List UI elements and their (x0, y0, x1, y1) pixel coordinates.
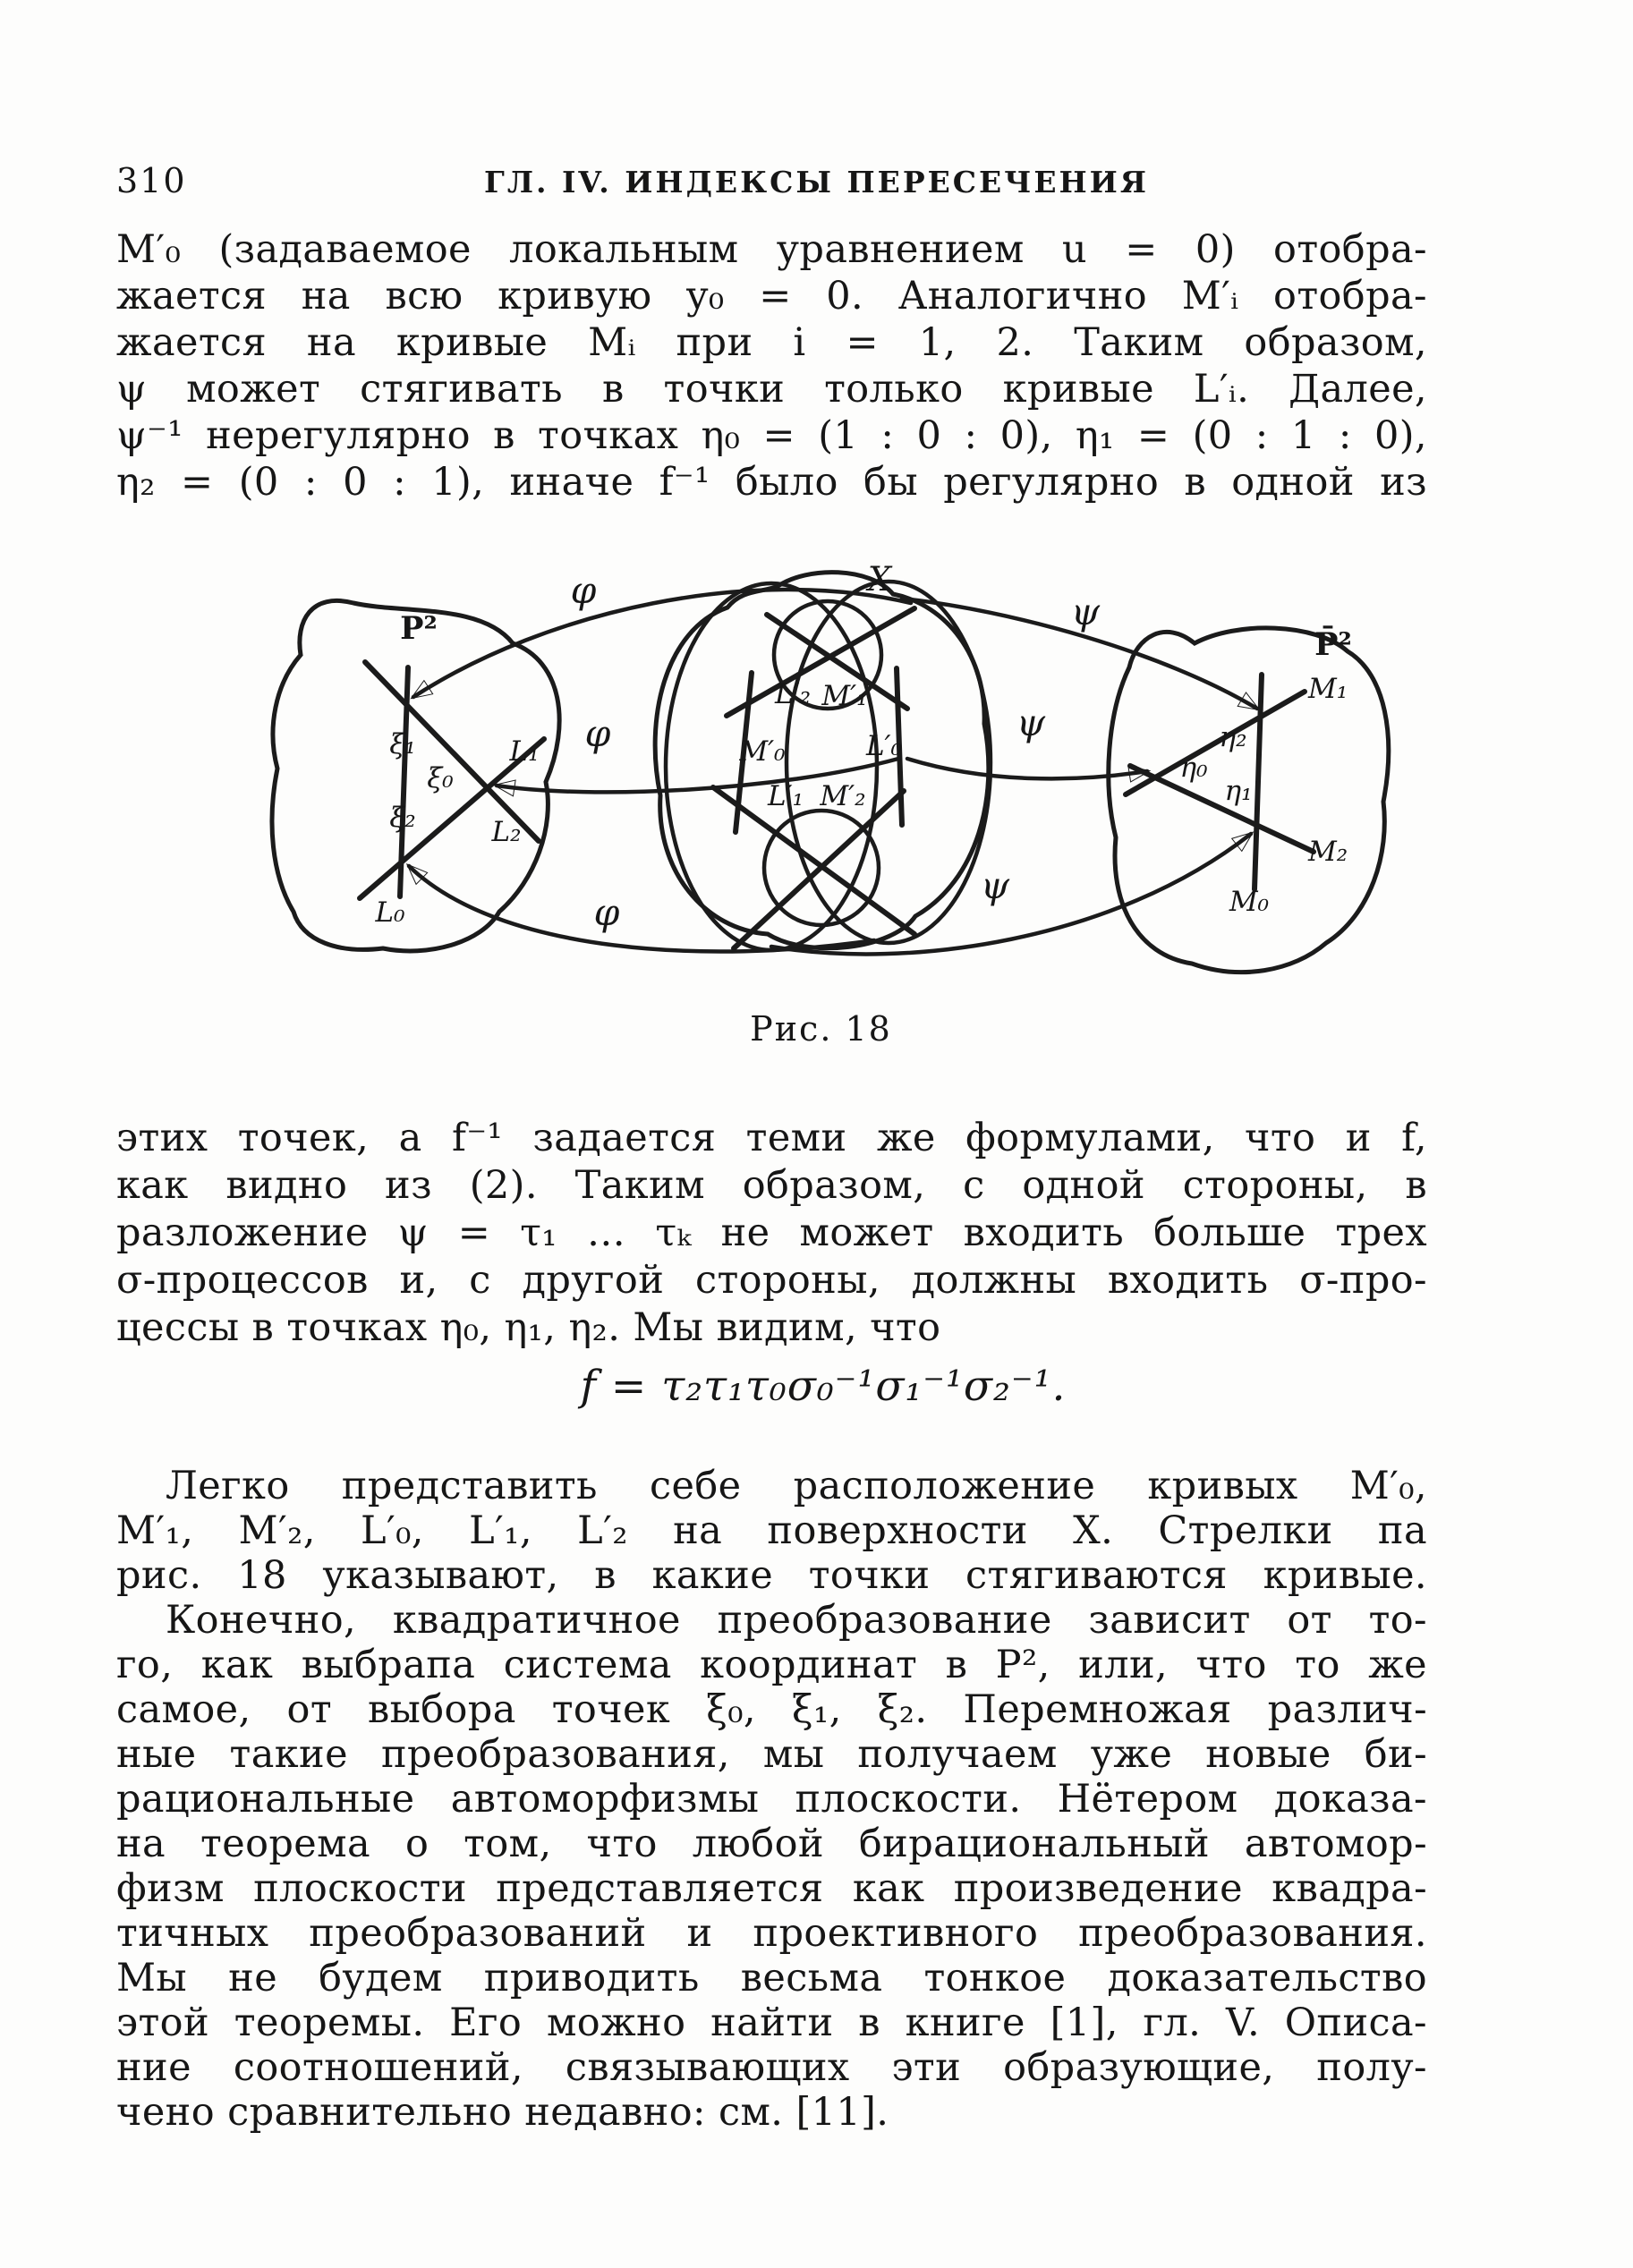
label-eta2: η₂ (1219, 721, 1247, 753)
blob-p2 (272, 600, 559, 950)
text-line: σ-процессов и, с другой стороны, должны входить σ-про- (116, 1258, 1427, 1303)
label-phi-top: φ (570, 569, 597, 612)
text-line: рациональные автоморфизмы плоскости. Нётером доказа- (116, 1777, 1427, 1822)
psi-arrow-middle (907, 759, 1147, 778)
label-eta1: η₁ (1224, 775, 1253, 807)
text-line: чено сравнительно недавно: см. [11]. (116, 2090, 889, 2135)
label-l0: L₀ (375, 896, 405, 929)
text-line: ные такие преобразования, мы получаем уже новые би- (116, 1732, 1427, 1777)
label-psi-middle: ψ (1016, 701, 1046, 744)
text-line: цессы в точках η₀, η₁, η₂. Мы видим, что (116, 1305, 941, 1350)
label-m1-prime: M′₁ (821, 680, 868, 712)
label-m1: M₁ (1308, 673, 1348, 705)
text-line: M′₀ (задаваемое локальным уравнением u = 0) отобра- (116, 227, 1427, 272)
text-line: самое, от выбора точек ξ₀, ξ₁, ξ₂. Перемножая различ- (116, 1687, 1427, 1732)
running-header: ГЛ. IV. ИНДЕКСЫ ПЕРЕСЕЧЕНИЯ (484, 165, 1149, 200)
displayed-formula: f = τ₂τ₁τ₀σ₀⁻¹σ₁⁻¹σ₂⁻¹. (580, 1362, 1067, 1411)
psi-arrow-bottom (771, 834, 1251, 954)
label-psi-bottom: ψ (980, 864, 1010, 907)
line-m2 (1130, 766, 1314, 852)
label-l0-prime: L′₀ (865, 730, 903, 762)
text-line: Легко представить себе расположение кривых M′₀, (166, 1464, 1427, 1508)
label-l1-prime: L′₁ (767, 780, 804, 812)
label-xi0: ξ₀ (427, 762, 454, 794)
label-pbar2: P̄² (1314, 626, 1352, 663)
figure-18 (0, 556, 1633, 1008)
paragraph-2 (116, 1115, 1427, 1352)
text-line: физм плоскости представляется как произведение квадра- (116, 1866, 1427, 1911)
text-line: ние соотношений, связывающих эти образующие, полу- (116, 2045, 1427, 2090)
text-line: M′₁, M′₂, L′₀, L′₁, L′₂ на поверхности X. Стрелки па (116, 1508, 1427, 1553)
text-line: разложение ψ = τ₁ … τₖ не может входить больше трех (116, 1210, 1427, 1255)
text-line: жается на всю кривую y₀ = 0. Аналогично M′ᵢ отобра- (116, 274, 1427, 319)
text-line: ψ может стягивать в точки только кривые L′ᵢ. Далее, (116, 367, 1427, 412)
label-m0-prime: M′₀ (739, 735, 786, 768)
label-m2: M₂ (1308, 836, 1348, 868)
text-line: Конечно, квадратичное преобразование зависит от то- (166, 1598, 1427, 1643)
label-xi2: ξ₂ (389, 802, 416, 834)
label-x: X (867, 560, 892, 599)
label-m2-prime: M′₂ (820, 780, 866, 812)
label-eta0: η₀ (1179, 752, 1208, 784)
label-phi-bottom: φ (593, 891, 620, 934)
text-line: η₂ = (0 : 0 : 1), иначе f⁻¹ было бы регулярно в одной из (116, 460, 1427, 505)
paragraph-1 (116, 226, 1427, 505)
label-p2: P² (400, 610, 438, 647)
text-line: на теорема о том, что любой бирациональный автомор- (116, 1822, 1427, 1866)
figure-caption: Рис. 18 (750, 1009, 892, 1049)
page-number: 310 (116, 161, 187, 200)
label-psi-top: ψ (1070, 590, 1101, 633)
label-l2-prime: L′₂ (774, 678, 812, 710)
text-line: го, как выбрапа система координат в P², или, что то же (116, 1643, 1427, 1687)
label-xi1: ξ₁ (389, 728, 416, 760)
text-line: Мы не будем приводить весьма тонкое доказательство (116, 1956, 1427, 2000)
text-line: тичных преобразований и проективного преобразования. (116, 1911, 1427, 1956)
label-l1: L₁ (509, 735, 540, 768)
text-line: этой теоремы. Его можно найти в книге [1], гл. V. Описа- (116, 2000, 1427, 2045)
text-line: жается на кривые Mᵢ при i = 1, 2. Таким образом, (116, 320, 1427, 365)
text-line: ψ⁻¹ нерегулярно в точках η₀ = (1 : 0 : 0), η₁ = (0 : 1 : 0), (116, 413, 1427, 458)
label-phi-middle: φ (584, 712, 611, 755)
label-l2: L₂ (491, 816, 522, 848)
paragraph-3 (116, 1464, 1427, 2135)
text-line: этих точек, а f⁻¹ задается теми же формулами, что и f, (116, 1116, 1427, 1160)
text-line: как видно из (2). Таким образом, с одной стороны, в (116, 1163, 1427, 1208)
label-m0: M₀ (1229, 886, 1270, 918)
text-line: рис. 18 указывают, в какие точки стягиваются кривые. (116, 1553, 1427, 1598)
